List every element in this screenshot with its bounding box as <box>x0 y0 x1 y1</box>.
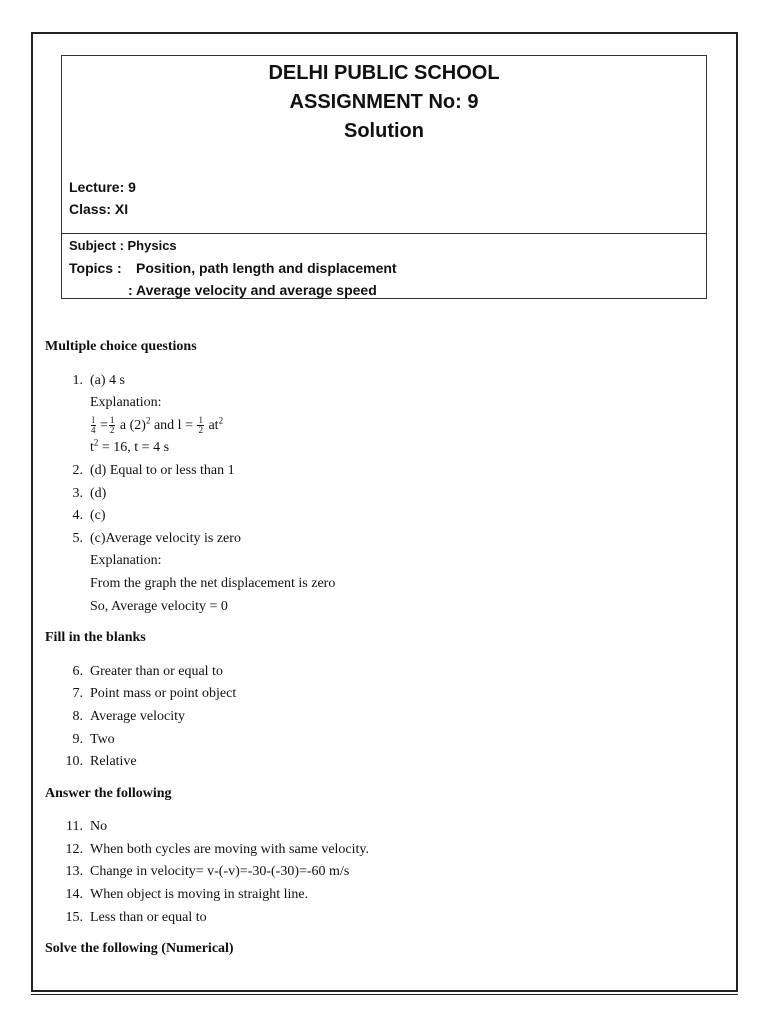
item-text: Change in velocity= v-(-v)=-30-(-30)=-60 m/s <box>90 864 350 880</box>
lecture-label: Lecture: 9 <box>69 179 136 195</box>
equation-text: at <box>208 417 219 433</box>
list-item <box>45 370 725 460</box>
item-text: (d) Equal to or less than 1 <box>90 462 235 478</box>
fraction <box>109 416 116 435</box>
fraction <box>91 416 96 435</box>
item-number: 14. <box>65 887 83 903</box>
item-number: 7. <box>72 686 83 702</box>
fill-list <box>45 661 725 774</box>
item-text: When both cycles are moving with same velocity. <box>90 841 370 857</box>
equation-text: = 16, t = 4 s <box>98 440 170 456</box>
answer-list <box>45 816 725 929</box>
item-text: Average velocity <box>90 708 185 724</box>
item-number: 9. <box>72 731 83 747</box>
fraction <box>197 416 204 435</box>
denominator: 2 <box>109 425 115 436</box>
numerator: 1 <box>109 415 115 426</box>
item-text: (c)Average velocity is zero <box>90 530 241 546</box>
denominator: 2 <box>198 425 203 436</box>
equation-text: t <box>90 440 94 456</box>
answer-section-title: Answer the following <box>45 785 172 801</box>
fill-section-title: Fill in the blanks <box>45 630 146 646</box>
item-number: 11. <box>66 819 83 835</box>
solve-section-title: Solve the following (Numerical) <box>45 941 234 957</box>
item-number: 2. <box>72 462 83 478</box>
list-item <box>45 839 725 862</box>
answer-content <box>45 336 725 961</box>
equation-text: and l = <box>150 417 197 433</box>
topics-block <box>69 257 397 301</box>
explanation-label: Explanation: <box>90 553 162 569</box>
list-item <box>45 729 725 752</box>
item-body <box>90 370 725 460</box>
denominator: 4 <box>91 425 96 436</box>
item-number: 5. <box>72 530 83 546</box>
explanation-line: From the graph the net displacement is zero <box>90 575 336 591</box>
list-item <box>45 884 725 907</box>
assignment-title: ASSIGNMENT No: 9 <box>289 91 479 113</box>
item-text: No <box>90 819 108 835</box>
item-text: (d) <box>90 485 107 501</box>
item-text: When object is moving in straight line. <box>90 887 309 903</box>
explanation-line: So, Average velocity = 0 <box>90 598 228 614</box>
mcq-section-title: Multiple choice questions <box>45 339 197 354</box>
header-box <box>61 55 707 299</box>
item-number: 8. <box>72 708 83 724</box>
item-number: 12. <box>65 841 83 857</box>
item-text: Less than or equal to <box>90 909 207 925</box>
list-item <box>45 706 725 729</box>
item-number: 6. <box>72 663 83 679</box>
topics-label: Topics : <box>69 260 122 276</box>
list-item <box>45 528 725 551</box>
equation-text: a (2) <box>119 417 146 433</box>
class-label: Class: XI <box>69 201 129 217</box>
header-divider <box>62 233 706 234</box>
superscript: 2 <box>93 437 99 448</box>
item-text: Point mass or point object <box>90 686 237 702</box>
subject-label: Subject : Physics <box>69 238 177 253</box>
numerator: 1 <box>198 415 203 426</box>
item-text: (a) 4 s <box>90 372 125 388</box>
mcq-list <box>45 370 725 619</box>
list-item <box>45 683 725 706</box>
list-item <box>45 861 725 884</box>
topics-row-1 <box>69 257 397 279</box>
list-item <box>45 816 725 839</box>
list-item <box>45 460 725 483</box>
solution-title: Solution <box>344 120 424 142</box>
item-number: 1. <box>72 372 83 388</box>
list-item <box>45 907 725 930</box>
item-number: 4. <box>72 508 83 524</box>
equation-line: $\frac{l}{4}$ = $\frac{1}{2}$ a $(2)^2$ and l = $\frac{1}{2}$ $at^2$ <box>91 415 224 436</box>
item-number: 13. <box>65 864 83 880</box>
topic-2: : Average velocity and average speed <box>128 282 377 298</box>
result-line <box>90 437 725 460</box>
item-text: Greater than or equal to <box>90 663 223 679</box>
list-item <box>45 751 725 774</box>
item-text: Relative <box>90 754 137 770</box>
item-text: (c) <box>90 508 106 524</box>
explanation-label: Explanation: <box>90 395 162 411</box>
list-item <box>45 483 725 506</box>
numerator: l <box>92 415 95 426</box>
list-item <box>45 505 725 528</box>
item-text: Two <box>90 731 115 747</box>
item-number: 15. <box>65 909 83 925</box>
superscript: 2 <box>218 415 224 426</box>
list-item <box>45 661 725 684</box>
school-name: DELHI PUBLIC SCHOOL <box>268 62 500 84</box>
topic-1: Position, path length and displacement <box>136 260 397 276</box>
item-number: 3. <box>72 485 83 501</box>
superscript: 2 <box>145 415 151 426</box>
item-number: 10. <box>65 754 83 770</box>
